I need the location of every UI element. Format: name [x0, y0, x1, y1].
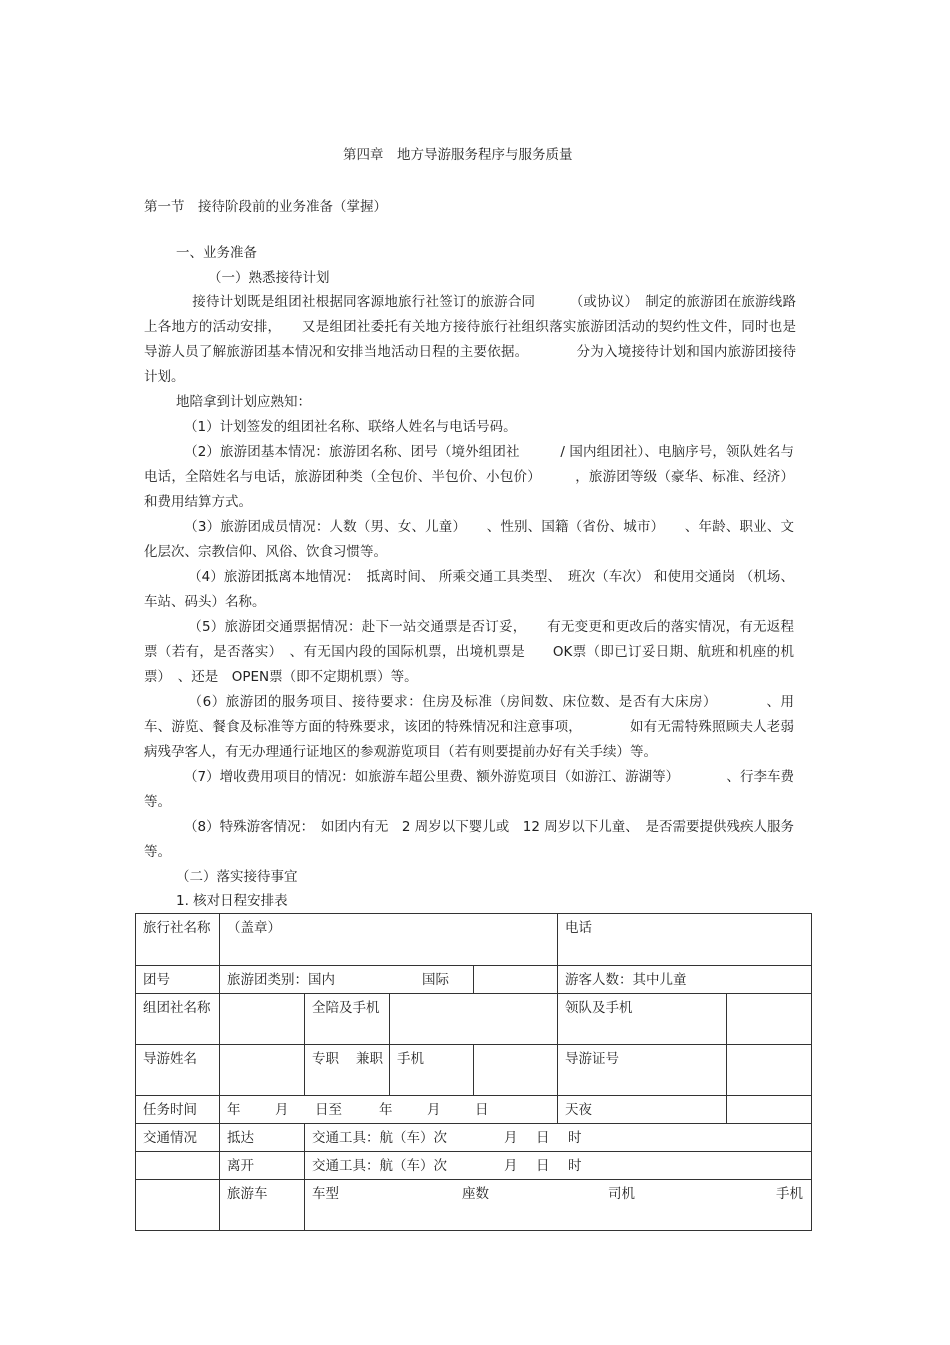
- list-item: （1）计划签发的组团社名称、联络人姓名与电话号码。: [184, 419, 517, 435]
- empty-cell: [136, 1152, 220, 1180]
- arrive-label: 抵达: [220, 1124, 305, 1152]
- subheading-implement: （二）落实接待事宜: [176, 869, 298, 885]
- group-type-cell: 旅游团类别：国内 国际: [220, 966, 474, 994]
- subheading-check-schedule: 1. 核对日程安排表: [176, 893, 288, 909]
- empty-cell: [136, 1180, 220, 1231]
- national-guide-label: 全陪及手机: [305, 994, 390, 1045]
- intro-text: 接待计划既是组团社根据同客源地旅行社签订的旅游合同 （或协议） 制定的旅游团在旅游线路上各地方的活动安排， 又是组团社委托有关地方接待旅行社组织落实旅游团活动的契约性文件，同时也是导游人员了解旅游团基本情况和安排当地活动日程的主要依据。 分为入境接待计划和国内旅游团接待计划。: [144, 294, 796, 385]
- phone-cell: 电话: [558, 914, 812, 966]
- group-no-label: 团号: [136, 966, 220, 994]
- empty-cell: [390, 994, 558, 1045]
- table-row: [136, 1096, 812, 1124]
- empty-cell: [727, 1045, 812, 1096]
- depart-transport-cell: 交通工具：航（车）次 月 日 时: [305, 1152, 812, 1180]
- task-date-cell: 年 月 日至 年 月 日: [220, 1096, 558, 1124]
- schedule-table: [135, 913, 812, 1231]
- list-item: （6）旅游团的服务项目、接待要求：住房及标准（房间数、床位数、是否有大床房） 、用车、游览、餐食及标准等方面的特殊要求，该团的特殊情况和注意事项， 如有无需特殊照顾夫人老弱病残孕客人，有无办理通行证地区的参观游览项目（若有则要提前办好有关手续）等。: [144, 694, 794, 760]
- table-row: [136, 1152, 812, 1180]
- table-row: [136, 1180, 812, 1231]
- table-row: [136, 1045, 812, 1096]
- guide-cert-label: 导游证号: [558, 1045, 727, 1096]
- list-item: （5）旅游团交通票据情况：赴下一站交通票是否订妥， 有无变更和更改后的落实情况，有无返程票（若有，是否落实） 、有无国内段的国际机票，出境机票是 OK票（即已订妥日期、航班和机座的机票） 、还是 OPEN票（即不定期机票）等。: [144, 619, 794, 685]
- list-item: （8）特殊游客情况： 如团内有无 2 周岁以下婴儿或 12 周岁以下儿童、 是否需要提供残疾人服务等。: [144, 819, 794, 860]
- bus-details-cell: 车型 座数 司机 手机: [305, 1180, 812, 1231]
- list-item: （7）增收费用项目的情况：如旅游车超公里费、额外游览项目（如游江、游湖等） 、行李车费等。: [144, 769, 794, 810]
- empty-cell: [474, 966, 558, 994]
- depart-label: 离开: [220, 1152, 305, 1180]
- heading-business-prep: 一、业务准备: [176, 245, 257, 261]
- intro-paragraph: [144, 290, 796, 390]
- table-row: [136, 994, 812, 1045]
- leader-label: 领队及手机: [558, 994, 727, 1045]
- table-row: [136, 966, 812, 994]
- intro2-text: 地陪拿到计划应熟知：: [176, 394, 311, 410]
- task-time-label: 任务时间: [136, 1096, 220, 1124]
- seal-cell: （盖章）: [220, 914, 558, 966]
- table-row: [136, 1124, 812, 1152]
- subheading-familiarize-plan: （一）熟悉接待计划: [208, 270, 330, 286]
- empty-cell: [727, 1096, 812, 1124]
- list-item: （2）旅游团基本情况：旅游团名称、团号（境外组团社 / 国内组团社）、电脑序号，领队姓名与电话，全陪姓名与电话，旅游团种类（全包价、半包价、小包价） ，旅游团等级（豪华、标准、经济）和费用结算方式。: [144, 444, 794, 510]
- arrive-transport-cell: 交通工具：航（车）次 月 日 时: [305, 1124, 812, 1152]
- mobile-label: 手机: [390, 1045, 474, 1096]
- bus-label: 旅游车: [220, 1180, 305, 1231]
- intro2-paragraph: [144, 390, 796, 415]
- table-row: [136, 914, 812, 966]
- agency-label: 旅行社名称: [136, 914, 220, 966]
- empty-cell: [220, 994, 305, 1045]
- empty-cell: [727, 994, 812, 1045]
- days-nights-cell: 天夜: [558, 1096, 727, 1124]
- traffic-label: 交通情况: [136, 1124, 220, 1152]
- section-heading: 第一节 接待阶段前的业务准备（掌握）: [144, 199, 387, 215]
- empty-cell: [474, 1045, 558, 1096]
- employment-cell: 专职 兼职: [305, 1045, 390, 1096]
- list-item: （4）旅游团抵离本地情况： 抵离时间、 所乘交通工具类型、 班次（车次） 和使用交通岗 （机场、车站、码头）名称。: [144, 569, 794, 610]
- guests-cell: 游客人数：其中儿童: [558, 966, 812, 994]
- page-title: 第四章 地方导游服务程序与服务质量: [343, 147, 573, 163]
- list-item: （3）旅游团成员情况：人数（男、女、儿童） 、性别、国籍（省份、城市） 、年龄、职业、文化层次、宗教信仰、风俗、饮食习惯等。: [144, 519, 794, 560]
- empty-cell: [220, 1045, 305, 1096]
- guide-name-label: 导游姓名: [136, 1045, 220, 1096]
- organizer-label: 组团社名称: [136, 994, 220, 1045]
